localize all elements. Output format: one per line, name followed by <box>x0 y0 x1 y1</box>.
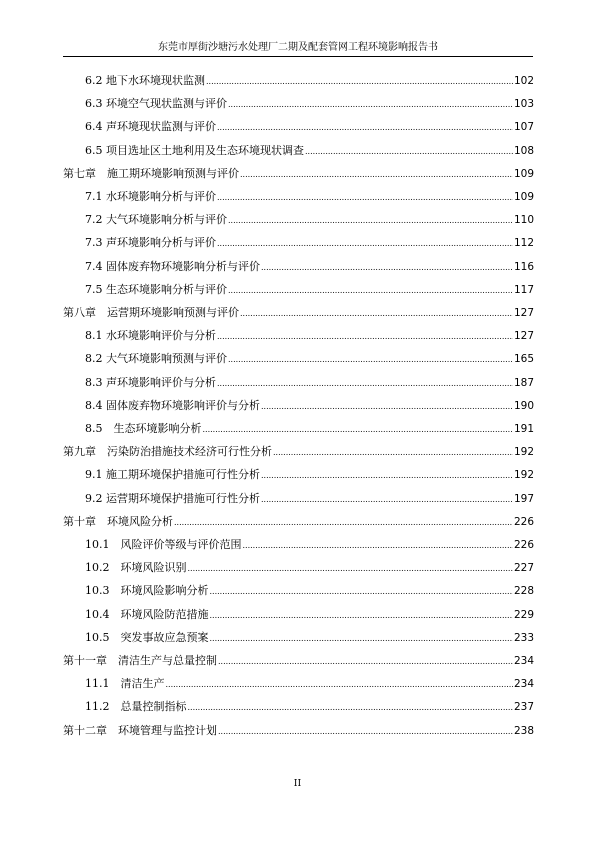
toc-entry-page: 237 <box>513 701 534 714</box>
toc-entry-label: 7.3 声环境影响分析与评价 <box>85 236 216 250</box>
toc-section-entry[interactable] <box>85 349 534 369</box>
toc-entry-label: 第九章 污染防治措施技术经济可行性分析 <box>63 445 272 459</box>
toc-entry-label: 6.3 环境空气现状监测与评价 <box>85 97 227 111</box>
toc-entry-page: 227 <box>513 562 534 575</box>
toc-dot-leader <box>240 164 513 185</box>
toc-dot-leader <box>217 373 513 394</box>
toc-entry-label: 8.5 生态环境影响分析 <box>85 422 202 435</box>
toc-section-entry[interactable] <box>85 280 534 300</box>
header-rule <box>63 56 533 57</box>
toc-entry-label: 9.1 施工期环境保护措施可行性分析 <box>85 468 260 482</box>
toc-entry-label: 6.5 项目选址区土地利用及生态环境现状调查 <box>85 143 304 157</box>
toc-dot-leader <box>188 558 513 579</box>
toc-entry-label: 8.3 声环境影响评价与分析 <box>85 375 216 389</box>
toc-dot-leader <box>305 141 513 162</box>
toc-entry-page: 127 <box>513 307 534 319</box>
toc-section-entry[interactable] <box>85 257 534 277</box>
toc-section-entry[interactable] <box>85 373 534 393</box>
toc-dot-leader <box>228 280 513 301</box>
toc-entry-page: 107 <box>513 121 534 134</box>
toc-entry-label: 8.1 水环境影响评价与分析 <box>85 329 216 343</box>
toc-dot-leader <box>203 419 513 440</box>
toc-entry-label: 7.1 水环境影响分析与评价 <box>85 190 216 203</box>
toc-entry-label: 第十章 环境风险分析 <box>63 514 173 528</box>
toc-entry-page: 190 <box>513 399 534 412</box>
toc-entry-page: 226 <box>513 539 534 551</box>
toc-entry-label: 7.5 生态环境影响分析与评价 <box>85 282 227 296</box>
toc-entry-label: 第七章 施工期环境影响预测与评价 <box>63 166 239 180</box>
toc-chapter-entry[interactable] <box>63 442 534 462</box>
toc-entry-label: 8.2 大气环境影响预测与评价 <box>85 352 227 366</box>
toc-dot-leader <box>261 257 513 278</box>
toc-entry-page: 109 <box>513 191 534 203</box>
toc-entry-page: 192 <box>513 469 534 482</box>
toc-entry-page: 197 <box>513 492 534 505</box>
toc-dot-leader <box>210 605 513 626</box>
toc-entry-page: 116 <box>513 260 534 273</box>
toc-entry-page: 234 <box>513 655 534 667</box>
toc-dot-leader <box>174 512 513 533</box>
toc-section-entry[interactable] <box>85 628 534 648</box>
toc-entry-page: 226 <box>513 515 534 528</box>
toc-chapter-entry[interactable] <box>63 303 534 323</box>
toc-section-entry[interactable] <box>85 605 534 625</box>
toc-entry-label: 7.2 大气环境影响分析与评价 <box>85 213 227 227</box>
toc-section-entry[interactable] <box>85 674 534 694</box>
toc-dot-leader <box>228 94 513 115</box>
toc-entry-label: 9.2 运营期环境保护措施可行性分析 <box>85 491 260 505</box>
toc-entry-label: 第十一章 清洁生产与总量控制 <box>63 654 217 667</box>
toc-entry-label: 第十二章 环境管理与监控计划 <box>63 723 217 737</box>
toc-entry-page: 103 <box>513 98 534 111</box>
toc-entry-page: 102 <box>513 75 534 87</box>
toc-entry-page: 110 <box>513 214 534 227</box>
toc-section-entry[interactable] <box>85 465 534 485</box>
toc-section-entry[interactable] <box>85 210 534 230</box>
toc-entry-page: 117 <box>513 283 534 296</box>
toc-section-entry[interactable] <box>85 419 534 439</box>
toc-entry-label: 8.4 固体废弃物环境影响评价与分析 <box>85 398 260 412</box>
toc-dot-leader <box>228 349 513 370</box>
toc-chapter-entry[interactable] <box>63 721 534 741</box>
toc-entry-page: 233 <box>513 631 534 644</box>
toc-section-entry[interactable] <box>85 396 534 416</box>
toc-dot-leader <box>240 303 513 324</box>
toc-section-entry[interactable] <box>85 535 534 555</box>
toc-section-entry[interactable] <box>85 581 534 601</box>
toc-entry-label: 第八章 运营期环境影响预测与评价 <box>63 306 239 319</box>
toc-dot-leader <box>218 651 513 672</box>
toc-entry-label: 11.2 总量控制指标 <box>85 700 187 714</box>
toc-section-entry[interactable] <box>85 117 534 137</box>
toc-dot-leader <box>206 71 513 92</box>
toc-entry-label: 7.4 固体废弃物环境影响分析与评价 <box>85 259 260 273</box>
toc-section-entry[interactable] <box>85 697 534 717</box>
toc-dot-leader <box>210 581 513 602</box>
toc-entry-page: 238 <box>513 724 534 737</box>
toc-entry-page: 109 <box>513 167 534 180</box>
document-header: 东莞市厚街沙塘污水处理厂二期及配套管网工程环境影响报告书 <box>158 42 438 53</box>
toc-dot-leader <box>188 697 513 718</box>
toc-entry-label: 6.2 地下水环境现状监测 <box>85 74 205 87</box>
toc-section-entry[interactable] <box>85 141 534 161</box>
toc-dot-leader <box>261 465 513 486</box>
toc-dot-leader <box>210 628 513 649</box>
toc-dot-leader <box>273 442 513 463</box>
toc-section-entry[interactable] <box>85 233 534 253</box>
toc-entry-label: 10.2 环境风险识别 <box>85 561 187 575</box>
toc-entry-label: 10.1 风险评价等级与评价范围 <box>85 538 242 551</box>
toc-dot-leader <box>217 326 513 347</box>
toc-entry-page: 112 <box>513 237 534 250</box>
toc-entry-page: 108 <box>513 144 534 157</box>
toc-section-entry[interactable] <box>85 187 534 207</box>
toc-chapter-entry[interactable] <box>63 512 534 532</box>
toc-entry-page: 191 <box>513 423 534 435</box>
toc-section-entry[interactable] <box>85 71 534 91</box>
page-number: II <box>293 778 302 789</box>
toc-section-entry[interactable] <box>85 489 534 509</box>
toc-dot-leader <box>218 721 513 742</box>
toc-dot-leader <box>217 233 513 254</box>
toc-chapter-entry[interactable] <box>63 164 534 184</box>
toc-entry-page: 228 <box>513 585 534 598</box>
toc-dot-leader <box>228 210 513 231</box>
toc-section-entry[interactable] <box>85 326 534 346</box>
toc-dot-leader <box>166 674 513 695</box>
toc-section-entry[interactable] <box>85 94 534 114</box>
toc-entry-label: 6.4 声环境现状监测与评价 <box>85 120 216 134</box>
toc-entry-page: 187 <box>513 376 534 389</box>
toc-entry-page: 229 <box>513 608 534 621</box>
toc-dot-leader <box>217 187 513 208</box>
toc-entry-label: 10.3 环境风险影响分析 <box>85 584 209 598</box>
toc-entry-label: 10.4 环境风险防范措施 <box>85 607 209 621</box>
toc-dot-leader <box>217 117 513 138</box>
toc-entry-page: 127 <box>513 330 534 343</box>
toc-section-entry[interactable] <box>85 558 534 578</box>
toc-entry-page: 192 <box>513 446 534 459</box>
toc-chapter-entry[interactable] <box>63 651 534 671</box>
toc-entry-page: 234 <box>513 678 534 691</box>
toc-dot-leader <box>261 489 513 510</box>
toc-dot-leader <box>243 535 513 556</box>
toc-entry-label: 10.5 突发事故应急预案 <box>85 630 209 644</box>
toc-entry-page: 165 <box>513 353 534 366</box>
toc-dot-leader <box>261 396 513 417</box>
toc-entry-label: 11.1 清洁生产 <box>85 677 165 691</box>
